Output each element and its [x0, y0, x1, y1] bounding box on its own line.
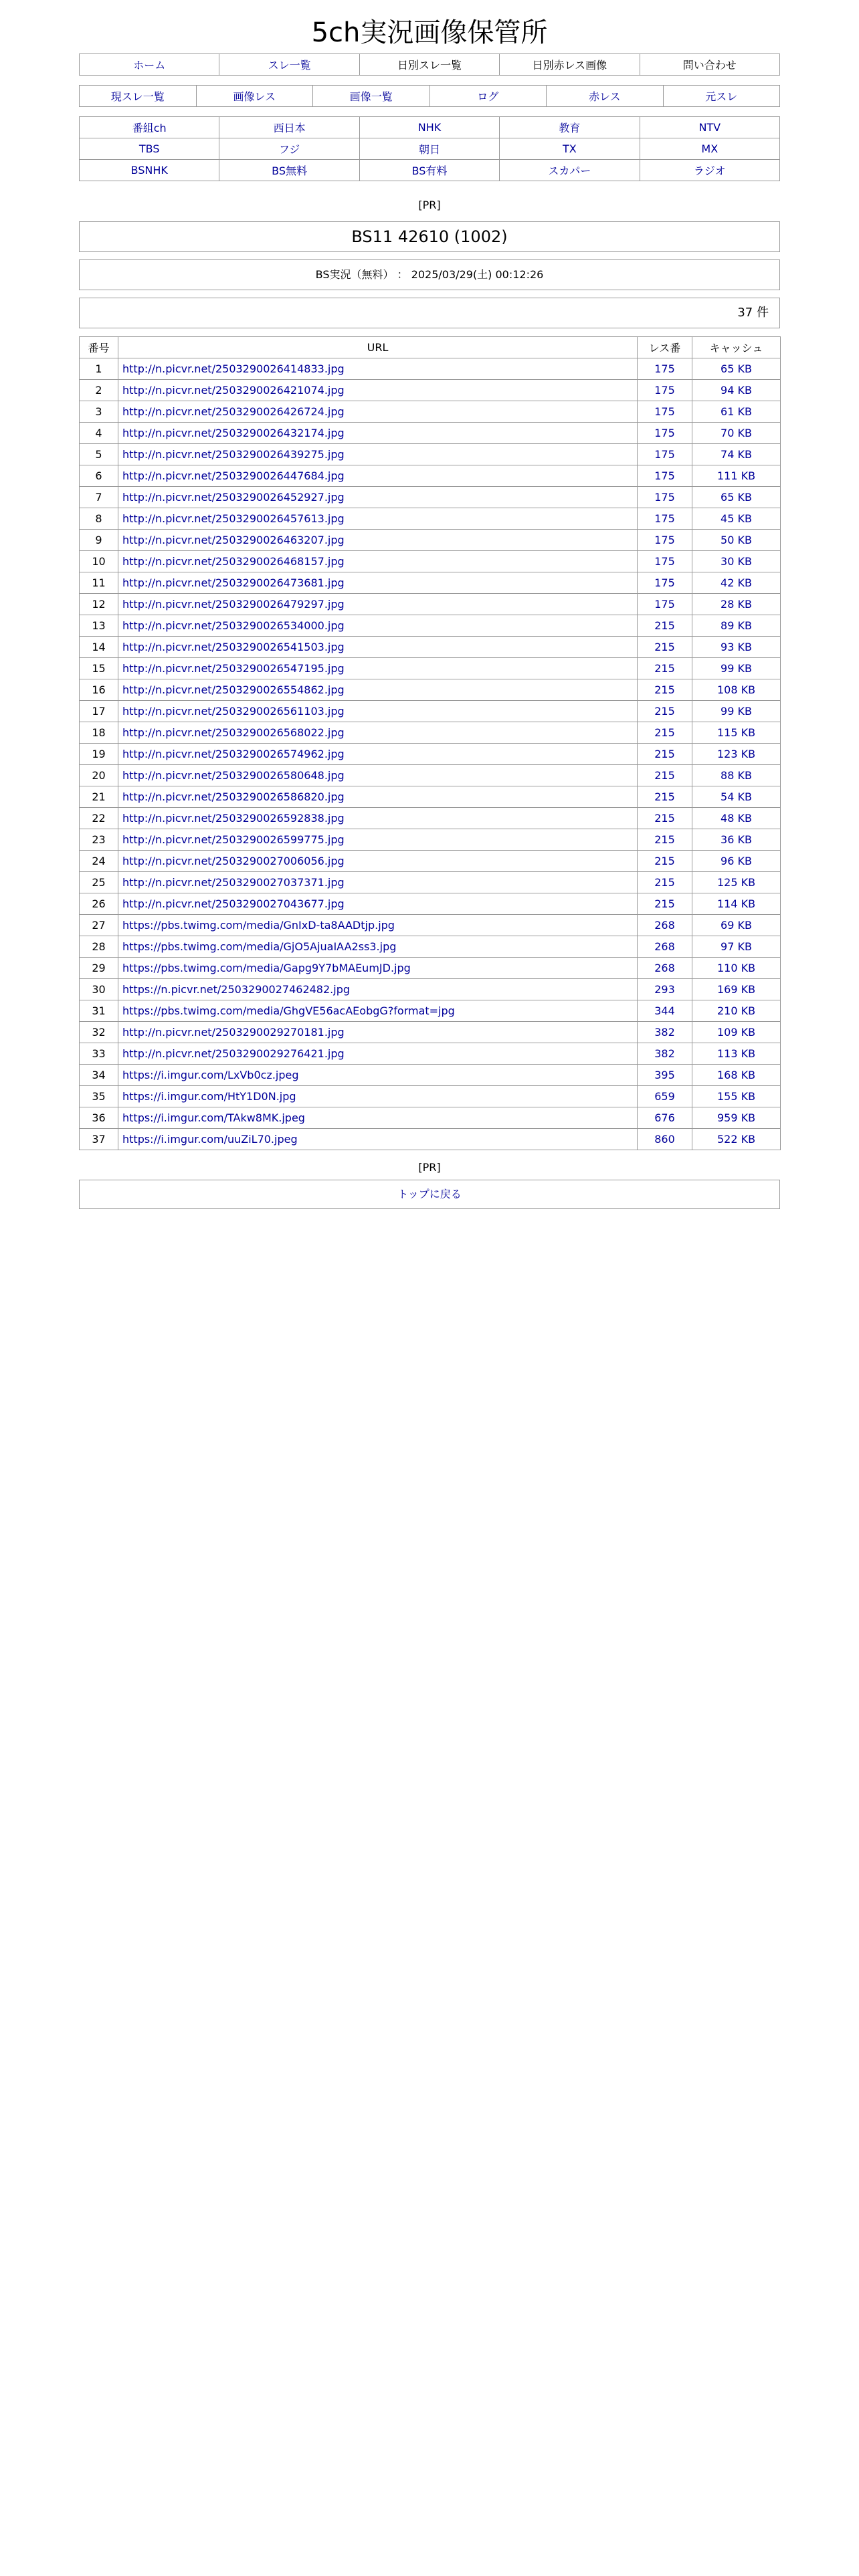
channel-link[interactable]: 教育: [500, 117, 640, 138]
table-row: [80, 744, 781, 765]
nav-image-list-link[interactable]: 画像一覧: [313, 86, 430, 107]
row-number: 1: [80, 358, 118, 380]
table-row: [80, 1086, 781, 1107]
cache-link[interactable]: 36 KB: [692, 829, 781, 851]
column-header-cache: キャッシュ: [692, 337, 781, 358]
row-number: 20: [80, 765, 118, 786]
column-header-res-number: レス番: [638, 337, 692, 358]
image-url-link[interactable]: http://n.picvr.net/2503290026432174.jpg: [118, 423, 638, 444]
res-number-link[interactable]: 175: [638, 530, 692, 551]
res-number-link[interactable]: 268: [638, 936, 692, 958]
cache-link[interactable]: 61 KB: [692, 401, 781, 423]
cache-link[interactable]: 70 KB: [692, 423, 781, 444]
column-header-number: 番号: [80, 337, 118, 358]
image-url-link[interactable]: http://n.picvr.net/2503290027037371.jpg: [118, 872, 638, 893]
table-row: [80, 465, 781, 487]
table-row: [80, 551, 781, 572]
table-row: [80, 1065, 781, 1086]
image-url-link[interactable]: https://i.imgur.com/TAkw8MK.jpeg: [118, 1107, 638, 1129]
table-body: [80, 358, 781, 1150]
nav-contact-link[interactable]: 問い合わせ: [640, 54, 779, 76]
table-row: [80, 380, 781, 401]
res-number-link[interactable]: 215: [638, 851, 692, 872]
thread-nav: [79, 85, 780, 107]
res-number-link[interactable]: 268: [638, 958, 692, 979]
image-url-link[interactable]: http://n.picvr.net/2503290026479297.jpg: [118, 594, 638, 615]
channel-link[interactable]: MX: [640, 138, 779, 160]
row-number: 37: [80, 1129, 118, 1150]
thread-title: BS11 42610 (1002): [79, 221, 780, 252]
image-url-link[interactable]: http://n.picvr.net/2503290026447684.jpg: [118, 465, 638, 487]
res-number-link[interactable]: 175: [638, 444, 692, 465]
res-number-link[interactable]: 175: [638, 465, 692, 487]
image-url-link[interactable]: http://n.picvr.net/2503290026599775.jpg: [118, 829, 638, 851]
channel-link[interactable]: 西日本: [219, 117, 359, 138]
image-url-link[interactable]: https://pbs.twimg.com/media/GjO5AjuaIAA2ss3.jpg: [118, 936, 638, 958]
nav-original-thread-link[interactable]: 元スレ: [663, 86, 780, 107]
row-number: 18: [80, 722, 118, 744]
res-number-link[interactable]: 215: [638, 786, 692, 808]
cache-link[interactable]: 168 KB: [692, 1065, 781, 1086]
image-url-link[interactable]: https://pbs.twimg.com/media/Gapg9Y7bMAEumJD.jpg: [118, 958, 638, 979]
image-url-link[interactable]: http://n.picvr.net/2503290026547195.jpg: [118, 658, 638, 679]
cache-link[interactable]: 88 KB: [692, 765, 781, 786]
res-number-link[interactable]: 175: [638, 401, 692, 423]
nav-daily-red-res-images-link[interactable]: 日別赤レス画像: [500, 54, 640, 76]
channel-link[interactable]: スカパー: [500, 160, 640, 181]
cache-link[interactable]: 123 KB: [692, 744, 781, 765]
res-number-link[interactable]: 215: [638, 744, 692, 765]
res-number-link[interactable]: 175: [638, 487, 692, 508]
image-url-link[interactable]: https://pbs.twimg.com/media/GhgVE56acAEobgG?format=jpg: [118, 1000, 638, 1022]
res-number-link[interactable]: 215: [638, 679, 692, 701]
channel-nav: [79, 116, 780, 181]
row-number: 13: [80, 615, 118, 637]
image-url-link[interactable]: http://n.picvr.net/2503290027043677.jpg: [118, 893, 638, 915]
res-number-link[interactable]: 215: [638, 808, 692, 829]
result-count: 37 件: [737, 306, 769, 320]
image-url-link[interactable]: http://n.picvr.net/2503290026468157.jpg: [118, 551, 638, 572]
image-url-link[interactable]: https://i.imgur.com/HtY1D0N.jpg: [118, 1086, 638, 1107]
image-url-link[interactable]: http://n.picvr.net/2503290026439275.jpg: [118, 444, 638, 465]
row-number: 32: [80, 1022, 118, 1043]
table-row: [80, 594, 781, 615]
cache-link[interactable]: 54 KB: [692, 786, 781, 808]
cache-link[interactable]: 111 KB: [692, 465, 781, 487]
table-row: [80, 401, 781, 423]
table-row: [80, 915, 781, 936]
table-row: [80, 444, 781, 465]
res-number-link[interactable]: 215: [638, 893, 692, 915]
res-number-link[interactable]: 175: [638, 508, 692, 530]
row-number: 21: [80, 786, 118, 808]
res-number-link[interactable]: 293: [638, 979, 692, 1000]
row-number: 25: [80, 872, 118, 893]
res-number-link[interactable]: 215: [638, 637, 692, 658]
table-row: [80, 872, 781, 893]
cache-link[interactable]: 42 KB: [692, 572, 781, 594]
image-url-link[interactable]: https://i.imgur.com/LxVb0cz.jpeg: [118, 1065, 638, 1086]
cache-link[interactable]: 110 KB: [692, 958, 781, 979]
table-row: [80, 1022, 781, 1043]
table-row: [80, 958, 781, 979]
image-url-link[interactable]: http://n.picvr.net/2503290026541503.jpg: [118, 637, 638, 658]
row-number: 31: [80, 1000, 118, 1022]
table-row: [80, 530, 781, 551]
image-url-link[interactable]: http://n.picvr.net/2503290026473681.jpg: [118, 572, 638, 594]
cache-link[interactable]: 155 KB: [692, 1086, 781, 1107]
image-url-link[interactable]: http://n.picvr.net/2503290026426724.jpg: [118, 401, 638, 423]
table-row: [80, 701, 781, 722]
res-number-link[interactable]: 215: [638, 872, 692, 893]
row-number: 33: [80, 1043, 118, 1065]
cache-link[interactable]: 45 KB: [692, 508, 781, 530]
res-number-link[interactable]: 676: [638, 1107, 692, 1129]
table-row: [80, 1107, 781, 1129]
res-number-link[interactable]: 395: [638, 1065, 692, 1086]
table-row: [80, 1043, 781, 1065]
image-url-link[interactable]: http://n.picvr.net/2503290026463207.jpg: [118, 530, 638, 551]
res-number-link[interactable]: 215: [638, 765, 692, 786]
table-row: [80, 765, 781, 786]
cache-link[interactable]: 89 KB: [692, 615, 781, 637]
row-number: 14: [80, 637, 118, 658]
channel-link[interactable]: BS無料: [219, 160, 359, 181]
cache-link[interactable]: 69 KB: [692, 915, 781, 936]
image-url-link[interactable]: http://n.picvr.net/2503290029270181.jpg: [118, 1022, 638, 1043]
row-number: 8: [80, 508, 118, 530]
nav-log-link[interactable]: ログ: [430, 86, 547, 107]
pr-label: [PR]: [418, 199, 441, 211]
row-number: 19: [80, 744, 118, 765]
res-number-link[interactable]: 175: [638, 551, 692, 572]
image-url-link[interactable]: https://i.imgur.com/uuZiL70.jpeg: [118, 1129, 638, 1150]
table-row: [80, 658, 781, 679]
row-number: 34: [80, 1065, 118, 1086]
cache-link[interactable]: 65 KB: [692, 358, 781, 380]
image-url-link[interactable]: http://n.picvr.net/2503290029276421.jpg: [118, 1043, 638, 1065]
table-row: [80, 487, 781, 508]
row-number: 24: [80, 851, 118, 872]
row-number: 3: [80, 401, 118, 423]
table-row: [80, 358, 781, 380]
site-title: 5ch実況画像保管所: [311, 17, 548, 48]
cache-link[interactable]: 113 KB: [692, 1043, 781, 1065]
table-row: [80, 508, 781, 530]
image-url-link[interactable]: http://n.picvr.net/2503290026414833.jpg: [118, 358, 638, 380]
table-row: [80, 679, 781, 701]
cache-link[interactable]: 99 KB: [692, 701, 781, 722]
image-url-link[interactable]: http://n.picvr.net/2503290026452927.jpg: [118, 487, 638, 508]
image-url-link[interactable]: http://n.picvr.net/2503290026421074.jpg: [118, 380, 638, 401]
cache-link[interactable]: 959 KB: [692, 1107, 781, 1129]
res-number-link[interactable]: 382: [638, 1043, 692, 1065]
row-number: 2: [80, 380, 118, 401]
row-number: 27: [80, 915, 118, 936]
table-row: [80, 637, 781, 658]
channel-link[interactable]: BS有料: [359, 160, 499, 181]
res-number-link[interactable]: 268: [638, 915, 692, 936]
row-number: 35: [80, 1086, 118, 1107]
column-header-url: URL: [118, 337, 638, 358]
table-row: [80, 808, 781, 829]
row-number: 30: [80, 979, 118, 1000]
nav-home-link[interactable]: ホーム: [80, 54, 219, 76]
table-row: [80, 423, 781, 444]
channel-link[interactable]: ラジオ: [640, 160, 779, 181]
res-number-link[interactable]: 175: [638, 594, 692, 615]
image-url-link[interactable]: http://n.picvr.net/2503290026457613.jpg: [118, 508, 638, 530]
res-number-link[interactable]: 659: [638, 1086, 692, 1107]
cache-link[interactable]: 65 KB: [692, 487, 781, 508]
res-number-link[interactable]: 175: [638, 358, 692, 380]
channel-link[interactable]: NTV: [640, 117, 779, 138]
table-row: [80, 893, 781, 915]
res-number-link[interactable]: 215: [638, 701, 692, 722]
nav-current-threads-link[interactable]: 現スレ一覧: [80, 86, 197, 107]
cache-link[interactable]: 169 KB: [692, 979, 781, 1000]
res-number-link[interactable]: 215: [638, 722, 692, 744]
channel-link[interactable]: NHK: [359, 117, 499, 138]
res-number-link[interactable]: 215: [638, 615, 692, 637]
cache-link[interactable]: 96 KB: [692, 851, 781, 872]
image-table: [79, 336, 781, 1150]
row-number: 22: [80, 808, 118, 829]
cache-link[interactable]: 99 KB: [692, 658, 781, 679]
image-url-link[interactable]: http://n.picvr.net/2503290026586820.jpg: [118, 786, 638, 808]
res-number-link[interactable]: 860: [638, 1129, 692, 1150]
row-number: 15: [80, 658, 118, 679]
row-number: 29: [80, 958, 118, 979]
row-number: 7: [80, 487, 118, 508]
table-row: [80, 829, 781, 851]
row-number: 26: [80, 893, 118, 915]
nav-daily-thread-list-link[interactable]: 日別スレ一覧: [359, 54, 499, 76]
nav-red-res-link[interactable]: 赤レス: [547, 86, 664, 107]
row-number: 23: [80, 829, 118, 851]
image-url-link[interactable]: http://n.picvr.net/2503290026574962.jpg: [118, 744, 638, 765]
cache-link[interactable]: 50 KB: [692, 530, 781, 551]
res-number-link[interactable]: 382: [638, 1022, 692, 1043]
row-number: 12: [80, 594, 118, 615]
table-row: [80, 936, 781, 958]
cache-link[interactable]: 30 KB: [692, 551, 781, 572]
image-url-link[interactable]: http://n.picvr.net/2503290026592838.jpg: [118, 808, 638, 829]
table-row: [80, 572, 781, 594]
row-number: 11: [80, 572, 118, 594]
image-url-link[interactable]: https://pbs.twimg.com/media/GnIxD-ta8AADtjp.jpg: [118, 915, 638, 936]
cache-link[interactable]: 109 KB: [692, 1022, 781, 1043]
row-number: 17: [80, 701, 118, 722]
cache-link[interactable]: 97 KB: [692, 936, 781, 958]
channel-link[interactable]: TBS: [80, 138, 219, 160]
cache-link[interactable]: 74 KB: [692, 444, 781, 465]
res-number-link[interactable]: 175: [638, 572, 692, 594]
image-url-link[interactable]: http://n.picvr.net/2503290026534000.jpg: [118, 615, 638, 637]
cache-link[interactable]: 115 KB: [692, 722, 781, 744]
image-url-link[interactable]: http://n.picvr.net/2503290026554862.jpg: [118, 679, 638, 701]
cache-link[interactable]: 48 KB: [692, 808, 781, 829]
channel-link[interactable]: 朝日: [359, 138, 499, 160]
image-url-link[interactable]: https://n.picvr.net/2503290027462482.jpg: [118, 979, 638, 1000]
cache-link[interactable]: 522 KB: [692, 1129, 781, 1150]
res-number-link[interactable]: 344: [638, 1000, 692, 1022]
board-info: BS実況（無料） ： 2025/03/29(土) 00:12:26: [79, 259, 780, 290]
channel-link[interactable]: BSNHK: [80, 160, 219, 181]
row-number: 36: [80, 1107, 118, 1129]
row-number: 10: [80, 551, 118, 572]
channel-link[interactable]: TX: [500, 138, 640, 160]
table-row: [80, 722, 781, 744]
row-number: 16: [80, 679, 118, 701]
row-number: 6: [80, 465, 118, 487]
page: [79, 0, 780, 1209]
cache-link[interactable]: 94 KB: [692, 380, 781, 401]
image-url-link[interactable]: http://n.picvr.net/2503290026580648.jpg: [118, 765, 638, 786]
table-row: [80, 1000, 781, 1022]
cache-link[interactable]: 28 KB: [692, 594, 781, 615]
cache-link[interactable]: 125 KB: [692, 872, 781, 893]
channel-link[interactable]: フジ: [219, 138, 359, 160]
table-header-row: [80, 337, 781, 358]
back-to-top-link[interactable]: トップに戻る: [79, 1180, 780, 1209]
res-number-link[interactable]: 175: [638, 423, 692, 444]
table-row: [80, 786, 781, 808]
res-number-link[interactable]: 215: [638, 829, 692, 851]
table-row: [80, 1129, 781, 1150]
main-nav: [79, 53, 780, 76]
table-row: [80, 851, 781, 872]
image-url-link[interactable]: http://n.picvr.net/2503290027006056.jpg: [118, 851, 638, 872]
result-count-box: [79, 298, 780, 328]
row-number: 5: [80, 444, 118, 465]
nav-thread-list-link[interactable]: スレ一覧: [219, 54, 359, 76]
res-number-link[interactable]: 175: [638, 380, 692, 401]
res-number-link[interactable]: 215: [638, 658, 692, 679]
channel-link[interactable]: 番組ch: [80, 117, 219, 138]
pr-label-bottom: [PR]: [418, 1161, 441, 1174]
table-row: [80, 979, 781, 1000]
cache-link[interactable]: 114 KB: [692, 893, 781, 915]
row-number: 28: [80, 936, 118, 958]
cache-link[interactable]: 108 KB: [692, 679, 781, 701]
cache-link[interactable]: 210 KB: [692, 1000, 781, 1022]
image-url-link[interactable]: http://n.picvr.net/2503290026561103.jpg: [118, 701, 638, 722]
nav-image-res-link[interactable]: 画像レス: [196, 86, 313, 107]
cache-link[interactable]: 93 KB: [692, 637, 781, 658]
table-row: [80, 615, 781, 637]
row-number: 9: [80, 530, 118, 551]
image-url-link[interactable]: http://n.picvr.net/2503290026568022.jpg: [118, 722, 638, 744]
row-number: 4: [80, 423, 118, 444]
